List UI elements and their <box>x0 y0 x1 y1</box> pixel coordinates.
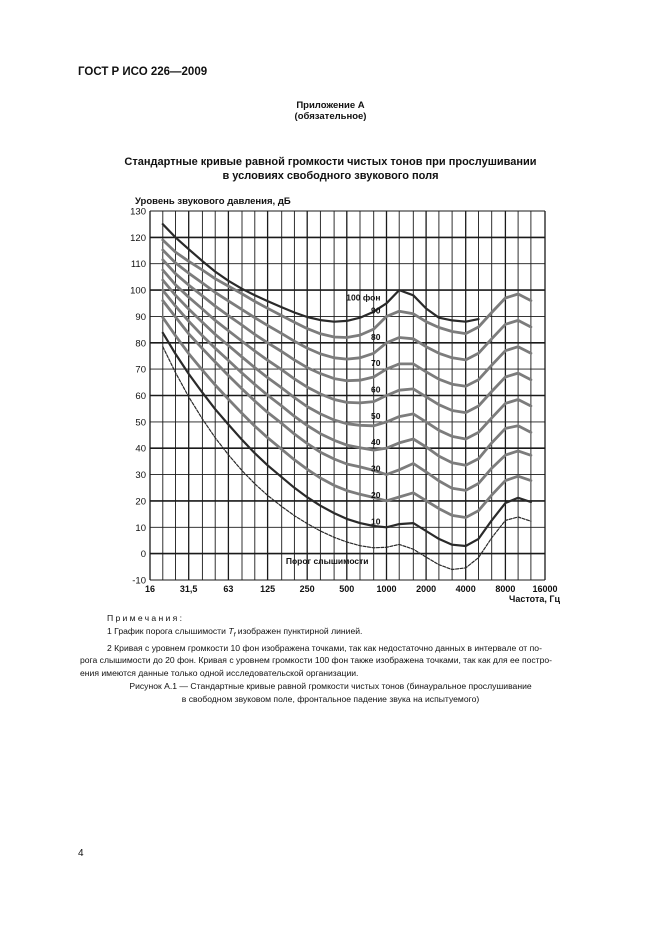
curve-label: 40 <box>371 437 381 448</box>
y-tick-label: 70 <box>135 364 146 376</box>
curve-label: 20 <box>371 489 381 500</box>
y-tick-label: 100 <box>130 285 146 297</box>
y-tick-label: 110 <box>130 259 146 271</box>
y-tick-label: 40 <box>135 443 146 455</box>
x-tick-label: 125 <box>260 584 276 594</box>
y-tick-label: 50 <box>135 417 146 429</box>
figure-caption <box>0 680 661 705</box>
notes-block <box>80 612 607 679</box>
figure-title-line2: в условиях свободного звукового поля <box>222 170 439 182</box>
annex-status: (обязательное) <box>294 111 367 122</box>
annex-title: Приложение А <box>296 100 365 111</box>
y-tick-label: 90 <box>135 311 146 323</box>
x-tick-label: 2000 <box>416 584 437 594</box>
x-tick-label: 16000 <box>532 584 558 594</box>
x-tick-label: 31,5 <box>179 584 198 594</box>
x-axis-label: Частота, Гц <box>509 594 560 604</box>
curve-label: 100 фон <box>346 292 381 303</box>
x-tick-label: 16 <box>144 584 156 594</box>
y-tick-label: 10 <box>135 522 146 534</box>
x-tick-label: 1000 <box>376 584 397 594</box>
y-tick-label: -10 <box>132 575 146 587</box>
note-2-line1: 2 Кривая с уровнем громкости 10 фон изображена точками, так как недостаточно данных в интервале от по- <box>107 642 542 653</box>
x-tick-label: 63 <box>223 584 234 594</box>
page-number: 4 <box>78 848 84 859</box>
y-tick-label: 0 <box>140 549 146 561</box>
note-1-subscript: f <box>233 631 236 639</box>
curve-label: 30 <box>371 463 381 474</box>
curve-label: 10 <box>371 516 381 527</box>
note-2-line3: ения имеются данные только одной исследовательской организации. <box>80 667 359 678</box>
threshold-label: Порог слышимости <box>285 556 369 567</box>
note-1 <box>107 625 607 642</box>
y-tick-label: 130 <box>130 206 146 218</box>
y-tick-label: 120 <box>130 232 146 244</box>
note-1-text-b: изображен пунктирной линией. <box>235 625 363 636</box>
curve-label: 50 <box>371 410 381 421</box>
chart-labels <box>130 196 560 604</box>
y-axis-label: Уровень звукового давления, дБ <box>135 196 291 207</box>
curve-label: 90 <box>371 305 381 316</box>
curve-label: 70 <box>371 358 381 369</box>
x-tick-label: 250 <box>299 584 315 594</box>
x-tick-label: 4000 <box>455 584 476 594</box>
notes-heading: Примечания: <box>107 613 185 623</box>
y-tick-label: 80 <box>135 338 146 350</box>
figure-caption-line1: Рисунок А.1 — Стандартные кривые равной громкости чистых тонов (бинауральное прослушивание <box>129 681 532 691</box>
note-2-line2: рога слышимости до 20 фон. Кривая с уровнем громкости 100 фон также изображена точками, так как для ее постро- <box>80 655 553 666</box>
figure-title-line1: Стандартные кривые равной громкости чистых тонов при прослушивании <box>124 156 537 168</box>
y-tick-label: 20 <box>135 496 146 508</box>
document-header: ГОСТ Р ИСО 226—2009 <box>78 66 208 78</box>
note-1-symbol: T <box>228 625 234 636</box>
y-tick-label: 60 <box>135 391 146 402</box>
note-1-text-a: 1 График порога слышимости <box>107 625 229 636</box>
x-tick-label: 500 <box>339 584 355 594</box>
figure-caption-line2: в свободном звуковом поле, фронтальное падение звука на испытуемого) <box>181 693 480 704</box>
x-tick-label: 8000 <box>495 584 516 594</box>
curve-label: 60 <box>371 384 381 395</box>
y-tick-label: 30 <box>135 470 146 482</box>
curve-label: 80 <box>371 331 381 342</box>
